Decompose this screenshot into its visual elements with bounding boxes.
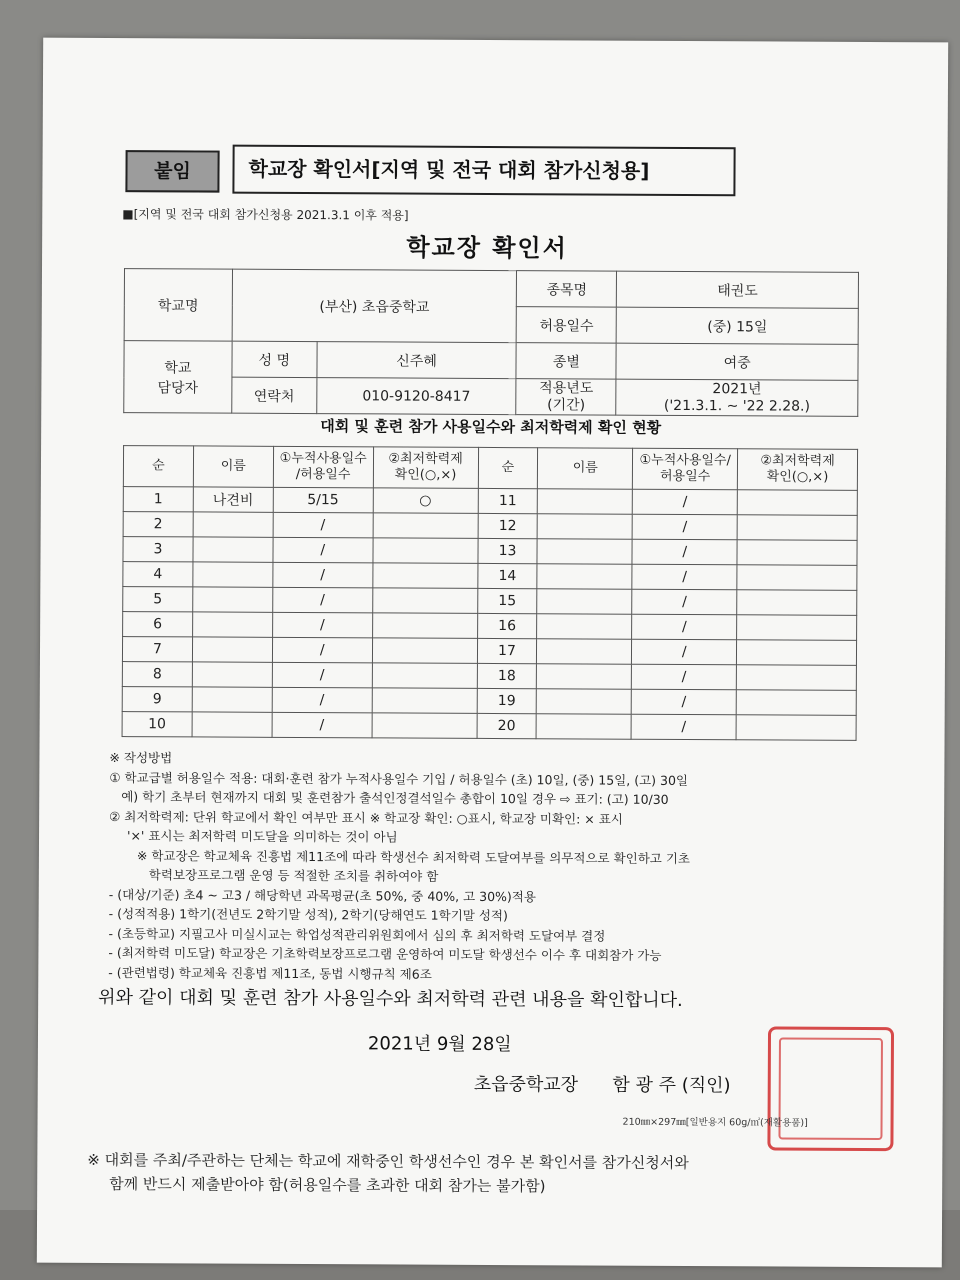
applicability-note: ■[지역 및 전국 대회 참가신청용 2021.3.1 이후 적용] [122, 207, 409, 223]
grid-cell [372, 713, 477, 739]
instruction-line: '×' 표시는 최저학력 미도달을 의미하는 것이 아님 [126, 828, 398, 845]
footer-line: 함께 반드시 제출받아야 함(허용일수를 초과한 대회 참가는 불가함) [109, 1175, 546, 1196]
table-row [123, 487, 857, 516]
grid-cell [372, 688, 477, 714]
grid-cell [372, 613, 477, 639]
attachment-tag: 붙임 [125, 150, 219, 192]
grid-cell [193, 587, 273, 612]
grid-cell: / [273, 562, 373, 588]
grid-cell: 19 [477, 688, 537, 713]
grid-cell: / [631, 714, 736, 740]
instruction-line: ※ 작성방법 [109, 749, 173, 766]
grid-cell: / [632, 514, 737, 540]
name-label: 성 명 [232, 341, 317, 377]
year-value: 2021년 ('21.3.1. ~ '22 2.28.) [616, 379, 858, 416]
grid-cell: 5/15 [273, 487, 373, 513]
grid-cell: / [273, 512, 373, 538]
grid-header-cell: 순 [478, 447, 538, 488]
grid-header-cell: 이름 [538, 448, 633, 489]
grid-cell [537, 614, 632, 639]
grid-header-cell: 이름 [193, 446, 273, 487]
grid-cell: 16 [477, 613, 537, 638]
grid-cell [372, 563, 477, 589]
participation-table [122, 445, 859, 741]
grid-header-cell: ①누적사용일수 /허용일수 [273, 446, 373, 488]
table-row [122, 687, 856, 716]
grid-cell [737, 490, 857, 516]
grid-cell [373, 513, 478, 539]
grid-cell [536, 714, 631, 739]
footer-line: ※ 대회를 주최/주관하는 단체는 학교에 재학중인 학생선수인 경우 본 확인서를 참가신청서와 [87, 1150, 689, 1173]
manager-label: 학교 담당자 [124, 341, 232, 414]
instruction-line: ② 최저학력제: 단위 학교에서 확인 여부만 표시 ※ 학교장 확인: ○표시, 학교장 미확인: × 표시 [109, 808, 623, 827]
table-row [123, 612, 857, 641]
instruction-line: ※ 학교장은 학교체육 진흥법 제11조에 따라 학생선수 최저학력 도달여부를 의무적으로 확인하고 기초 [136, 847, 691, 866]
instruction-line: 예) 학기 초부터 현재까지 대회 및 훈련참가 출석인정결석일수 총합이 10일 경우 ⇨ 표기: (고) 10/30 [121, 789, 669, 807]
principal-signature-line: 초읍중학교장 함 광 주 (직인) [473, 1073, 731, 1097]
grid-cell: 20 [477, 713, 537, 738]
grid-cell [372, 638, 477, 664]
grid-cell: 3 [123, 537, 193, 562]
grid-cell [537, 689, 632, 714]
grid-cell [537, 589, 632, 614]
table-row [123, 512, 857, 541]
grid-cell: / [272, 687, 372, 713]
grid-cell [538, 514, 633, 539]
grid-cell [736, 665, 856, 691]
grid-cell: / [633, 489, 738, 515]
grid-cell: / [632, 614, 737, 640]
confirmation-statement: 위와 같이 대회 및 훈련 참가 사용일수와 최저학력 관련 내용을 확인합니다. [98, 986, 683, 1012]
grid-cell: / [272, 612, 372, 638]
instruction-line: ① 학교급별 허용일수 적용: 대회·훈련 참가 누적사용일수 기입 / 허용일수 (초) 10일, (중) 15일, (고) 30일 [109, 769, 689, 788]
grid-cell [192, 687, 272, 712]
grid-cell: / [272, 637, 372, 663]
grid-header-cell: ①누적사용일수/ 허용일수 [633, 448, 738, 490]
grid-cell [193, 537, 273, 562]
grid-cell: 1 [123, 487, 193, 512]
instruction-line: - (대상/기준) 초4 ~ 고3 / 해당학년 과목평균(초 50%, 중 40%, 고 30%)적용 [108, 886, 536, 904]
instruction-line: 학력보장프로그램 운영 등 적절한 조치를 취하여야 함 [148, 867, 439, 884]
document-title: 학교장 확인서 [406, 233, 568, 263]
grid-cell [736, 715, 856, 741]
grid-cell: 2 [123, 512, 193, 537]
table-row [122, 712, 856, 741]
grid-cell: 7 [122, 637, 192, 662]
grid-cell [537, 664, 632, 689]
grid-cell: / [273, 537, 373, 563]
header-title: 학교장 확인서[지역 및 전국 대회 참가신청용] [232, 145, 735, 197]
status-title: 대회 및 훈련 참가 사용일수와 최저학력제 확인 현황 [320, 417, 662, 437]
grid-cell [538, 489, 633, 514]
grid-cell [737, 590, 857, 616]
table-row [123, 562, 857, 591]
instructions [108, 748, 899, 986]
grid-cell: 15 [477, 588, 537, 613]
grid-cell: 11 [478, 488, 538, 513]
grid-cell [736, 690, 856, 716]
days-label: 허용일수 [517, 307, 617, 344]
instruction-line: - (최저학력 미도달) 학교장은 기초학력보장프로그램 운영하여 미도달 학생선수 이수 후 대회참가 가능 [108, 944, 662, 963]
table-row [123, 537, 857, 566]
school-info-table [123, 268, 859, 417]
grid-cell: 8 [122, 662, 192, 687]
grid-cell [192, 612, 272, 637]
grid-cell: 18 [477, 663, 537, 688]
paper-spec: 210㎜×297㎜[일반용지 60g/㎡(재활용품)] [622, 1116, 808, 1129]
grid-cell [192, 712, 272, 737]
grid-cell: 17 [477, 638, 537, 663]
grid-cell: 14 [477, 563, 537, 588]
footer-note [87, 1148, 689, 1199]
table-row [122, 637, 856, 666]
grid-cell: / [632, 639, 737, 665]
school-label: 학교명 [124, 269, 232, 342]
grid-cell: / [632, 564, 737, 590]
grid-cell [737, 515, 857, 541]
sport-label: 종목명 [517, 271, 617, 308]
grid-header-cell: 순 [123, 446, 193, 487]
table-row [123, 587, 857, 616]
grid-cell [737, 540, 857, 566]
grid-header-cell: ②최저학력제 확인(○,×) [373, 447, 478, 489]
grid-cell: 12 [478, 513, 538, 538]
year-label: 적용년도 (기간) [516, 379, 616, 416]
grid-cell: / [632, 589, 737, 615]
document-paper [37, 38, 948, 1268]
contact-label: 연락처 [232, 377, 317, 413]
instruction-line: - (관련법령) 학교체육 진흥법 제11조, 동법 시행규칙 제6조 [108, 964, 432, 982]
grid-cell [737, 640, 857, 666]
grid-cell [537, 564, 632, 589]
grid-cell [737, 565, 857, 591]
grid-cell [537, 539, 632, 564]
grid-cell [192, 662, 272, 687]
grid-cell: 6 [123, 612, 193, 637]
instruction-line: - (성적적용) 1학기(전년도 2학기말 성적), 2학기(당해연도 1학기말 성적) [108, 905, 508, 924]
sport-value: 태권도 [617, 271, 859, 308]
school-value: (부산) 초읍중학교 [232, 269, 517, 342]
grid-cell: 9 [122, 687, 192, 712]
grid-cell [372, 663, 477, 689]
grid-cell: / [632, 664, 737, 690]
gender-label: 종별 [516, 343, 616, 380]
grid-cell [737, 615, 857, 641]
name-value: 신주혜 [317, 342, 517, 379]
grid-cell [193, 562, 273, 587]
issue-date: 2021년 9월 28일 [367, 1033, 512, 1056]
grid-cell: 5 [123, 587, 193, 612]
grid-header-cell: ②최저학력제 확인(○,×) [737, 449, 857, 491]
days-value: (중) 15일 [616, 307, 858, 344]
grid-cell: / [272, 587, 372, 613]
grid-cell [193, 512, 273, 537]
grid-cell [192, 637, 272, 662]
gender-value: 여중 [616, 343, 858, 380]
grid-cell: 나견비 [193, 487, 273, 512]
grid-cell: 13 [477, 538, 537, 563]
grid-cell: ○ [373, 488, 478, 514]
table-row [122, 662, 856, 691]
grid-cell: / [272, 662, 372, 688]
instruction-line: - (초등학교) 지필고사 미실시교는 학업성적관리위원회에서 심의 후 최저학력 도달여부 결정 [108, 925, 606, 944]
grid-cell [373, 538, 478, 564]
grid-cell: / [631, 689, 736, 715]
grid-cell: / [272, 712, 372, 738]
grid-cell: / [632, 539, 737, 565]
official-seal-stamp [767, 1026, 894, 1151]
grid-cell: 10 [122, 712, 192, 737]
contact-value: 010-9120-8417 [316, 378, 516, 415]
grid-cell [537, 639, 632, 664]
grid-cell: 4 [123, 562, 193, 587]
grid-cell [372, 588, 477, 614]
